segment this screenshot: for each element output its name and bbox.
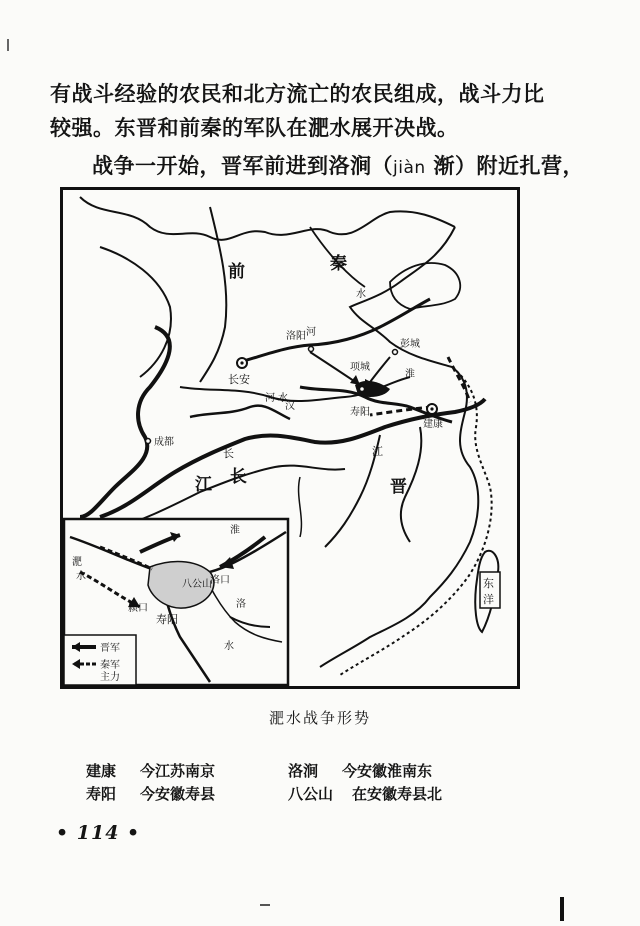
label-qian: 前 xyxy=(228,262,245,282)
label-shouyang: 寿阳 xyxy=(350,407,370,418)
jiankang-dot xyxy=(430,407,433,410)
label-xiangcheng: 项城 xyxy=(350,362,370,373)
label-jiankang: 建康 xyxy=(423,419,443,430)
margin-mark xyxy=(7,39,9,51)
line3-text-b: 渐）附近扎营， xyxy=(425,153,584,178)
inset-map xyxy=(64,519,288,685)
label-jiang-2: 江 xyxy=(195,475,212,495)
inset-label-huai: 淮 xyxy=(230,525,240,536)
figure-caption: 淝水战争形势 xyxy=(268,709,371,727)
label-chang-small: 长 xyxy=(223,447,234,460)
note-meaning: 在安徽寿县北 xyxy=(352,785,443,803)
note-term: 寿阳 xyxy=(86,785,117,803)
note-meaning: 今江苏南京 xyxy=(140,762,216,780)
legend-jin-label: 晋军 xyxy=(100,643,120,654)
label-huai: 淮 xyxy=(405,369,415,380)
chengdu-marker xyxy=(146,439,151,444)
legend-qin-sub: 主力 xyxy=(100,672,120,683)
paragraph-line-2: 较强。东晋和前秦的军队在淝水展开决战。 xyxy=(50,115,459,140)
note-luojian xyxy=(288,760,432,781)
note-term: 建康 xyxy=(86,762,117,780)
label-han: 汉 xyxy=(285,401,295,412)
label-changan: 长安 xyxy=(228,373,250,386)
note-jiankang xyxy=(86,760,215,781)
label-he-2: 河 xyxy=(265,393,275,404)
label-luoyang: 洛阳 xyxy=(286,331,306,342)
inset-label-jiankou: 颍口 xyxy=(128,603,148,614)
inset-label-fei: 淝 xyxy=(72,557,82,568)
label-jiang-1: 长 xyxy=(230,467,247,487)
paragraph-line-1: 有战斗经验的农民和北方流亡的农民组成，战斗力比 xyxy=(50,81,545,106)
label-yang: 洋 xyxy=(483,593,494,606)
inset-label-shouyang: 寿阳 xyxy=(156,613,178,626)
note-shouyang xyxy=(86,783,215,804)
changan-dot xyxy=(240,361,243,364)
label-pengcheng: 彭城 xyxy=(400,339,420,350)
luoyang-marker xyxy=(309,347,314,352)
label-shui-2: 水 xyxy=(278,393,288,404)
note-meaning: 今安徽淮南东 xyxy=(342,762,433,780)
label-dong: 东 xyxy=(483,577,494,590)
legend-qin-label: 秦军 xyxy=(100,660,120,671)
note-bagongshan xyxy=(288,783,442,804)
inset-label-shui-bottom: 水 xyxy=(224,641,234,652)
page-number: • 114 • xyxy=(56,822,141,844)
inset-label-luokou: 洛口 xyxy=(210,575,230,586)
inset-label-shui: 水 xyxy=(76,571,86,582)
line3-text-a: 战争一开始，晋军前进到洛涧（ xyxy=(92,153,393,178)
note-term: 洛涧 xyxy=(288,762,319,780)
inset-label-luo: 洛 xyxy=(236,599,246,610)
paragraph-line-3 xyxy=(92,150,640,180)
label-qin: 秦 xyxy=(330,254,347,274)
battle-map xyxy=(60,187,520,689)
shouyang-marker xyxy=(360,387,365,392)
stray-mark xyxy=(260,904,270,906)
note-meaning: 今安徽寿县 xyxy=(140,785,216,803)
line3-pinyin: jiàn xyxy=(393,158,426,178)
inset-label-bagong: 八公山 xyxy=(182,579,212,590)
edge-mark xyxy=(560,897,564,921)
label-shui: 水 xyxy=(356,289,366,300)
map-svg xyxy=(60,187,520,689)
label-he: 河 xyxy=(306,327,316,338)
note-term: 八公山 xyxy=(288,785,334,803)
label-jin: 晋 xyxy=(390,477,407,497)
label-chengdu: 成都 xyxy=(154,437,174,448)
pengcheng-marker xyxy=(393,350,398,355)
label-jiang-small: 江 xyxy=(372,445,383,458)
